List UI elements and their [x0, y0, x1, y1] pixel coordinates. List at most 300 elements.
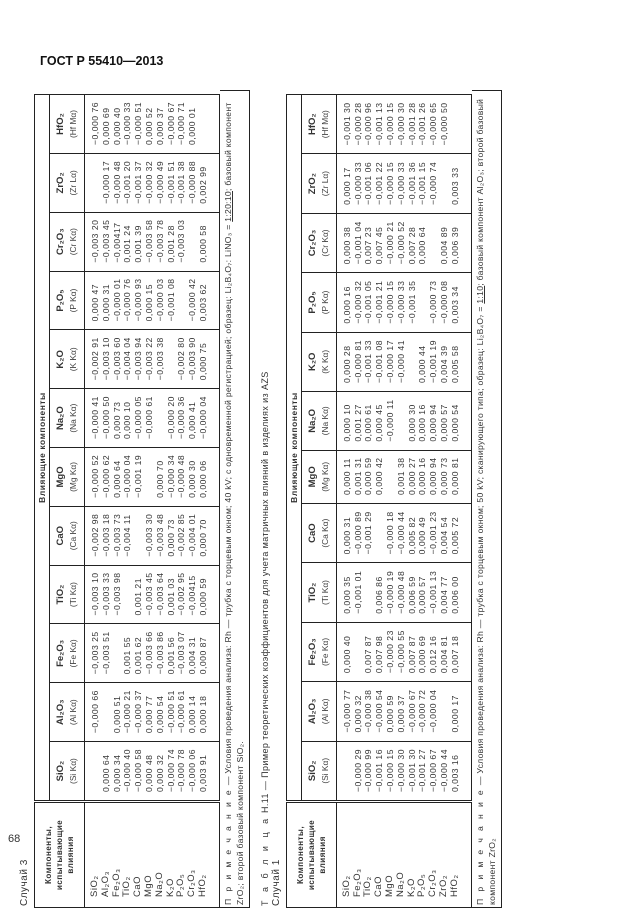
coefficient-cell: −0,000 29: [353, 741, 364, 801]
table-row: [385, 95, 396, 908]
coefficient-cell: 0,003 91: [198, 742, 219, 802]
coefficient-cell: 0,000 54: [155, 683, 166, 742]
coefficient-cell: 0,001 39: [133, 212, 144, 271]
coefficient-cell: −0,000 08: [439, 273, 450, 332]
coefficient-cell: −0,000 48: [396, 563, 407, 622]
column-header: [50, 742, 85, 802]
coefficient-cell: 0,007 98: [374, 622, 385, 681]
column-header: [301, 622, 336, 681]
coefficient-cell: 0,006 86: [374, 563, 385, 622]
column-line: (K Kα): [68, 347, 78, 372]
coefficient-cell: −0,003 18: [101, 506, 112, 565]
coefficient-cell: −0,000 33: [353, 154, 364, 213]
coefficient-cell: −0,000 28: [353, 95, 364, 154]
column-oxide: Al₂O₃: [306, 698, 318, 725]
coefficient-cell: −0,000 04: [122, 448, 133, 507]
coefficient-cell: −0,000 04: [428, 682, 439, 741]
note-ratio: 1:10: [474, 285, 485, 304]
coefficient-cell: −0,003 45: [101, 212, 112, 271]
coefficient-cell: −0,000 04: [198, 389, 219, 448]
coefficient-cell: −0,004 04: [122, 330, 133, 389]
coefficient-cell: −0,000 44: [439, 741, 450, 801]
row-header: P₂O₅: [417, 802, 428, 908]
coefficient-cell: −0,002 91: [85, 330, 101, 389]
coefficient-cell: 0,000 70: [198, 506, 219, 565]
coefficient-cell: 0,005 58: [450, 332, 471, 391]
coefficient-cell: −0,000 30: [396, 741, 407, 801]
row-header: Fe₂O₃: [112, 802, 123, 908]
coefficient-cell: −0,003 07: [176, 624, 187, 683]
coefficient-cell: −0,003 30: [144, 506, 155, 565]
column-line: (Na Kα): [319, 406, 330, 436]
column-header: [301, 503, 336, 562]
coefficient-cell: 0,006 39: [450, 213, 471, 272]
caption-prefix: Т а б л и ц а: [259, 815, 270, 906]
row-header: Cr₂O₃: [428, 802, 439, 908]
coefficient-cell: 0,000 11: [336, 450, 352, 503]
coefficient-cell: [374, 503, 385, 562]
coefficient-cell: 0,004 39: [439, 332, 450, 391]
coefficient-cell: −0,003 90: [187, 330, 198, 389]
coefficient-cell: 0,001 03: [166, 565, 177, 624]
coefficient-cell: 0,000 59: [198, 565, 219, 624]
coefficient-cell: −0,001 30: [407, 741, 418, 801]
column-oxide: HfO₂: [306, 113, 318, 136]
coefficient-cell: 0,000 57: [439, 391, 450, 450]
column-header: [50, 330, 85, 389]
coefficient-cell: −0,000 50: [101, 389, 112, 448]
table-caption: [260, 88, 270, 906]
column-line: (P Kα): [68, 288, 78, 313]
coefficient-cell: [85, 153, 101, 212]
row-header: HfO₂: [198, 802, 219, 908]
coefficient-cell: −0,00417: [112, 212, 123, 271]
coefficient-cell: −0,000 65: [428, 95, 439, 154]
column-line: (Si Kα): [319, 757, 330, 784]
coefficient-cell: [187, 212, 198, 271]
column-oxide: MgO: [306, 466, 318, 488]
column-oxide: Fe₂O₃: [306, 638, 318, 666]
coefficient-cell: −0,000 11: [385, 391, 396, 450]
coefficient-cell: 0,000 42: [374, 450, 385, 503]
column-line: (K Kα): [319, 349, 330, 374]
column-header: [301, 154, 336, 213]
coefficient-cell: −0,001 35: [407, 273, 418, 332]
column-header: [301, 95, 336, 154]
coefficient-cell: −0,004 01: [187, 506, 198, 565]
coefficient-cell: −0,001 19: [428, 332, 439, 391]
coefficient-cell: −0,000 52: [396, 213, 407, 272]
coefficient-cell: 0,000 94: [428, 450, 439, 503]
coefficient-cell: −0,000 81: [353, 332, 364, 391]
coefficient-cell: 0,000 73: [112, 389, 123, 448]
coefficient-cell: −0,000 88: [187, 153, 198, 212]
coefficient-cell: [112, 624, 123, 683]
coefficient-cell: −0,001 21: [374, 273, 385, 332]
column-header: [301, 213, 336, 272]
coefficient-cell: −0,000 66: [85, 683, 101, 742]
column-line: (Ca Kα): [319, 518, 330, 548]
table-case-3: [34, 94, 220, 908]
coefficient-cell: [85, 742, 101, 802]
coefficient-cell: 0,007 45: [374, 213, 385, 272]
coefficient-cell: −0,000 58: [133, 742, 144, 802]
coefficient-cell: −0,000 67: [166, 95, 177, 154]
coefficient-cell: 0,000 15: [144, 271, 155, 330]
column-oxide: Cr₂O₃: [306, 229, 318, 257]
coefficient-cell: 0,000 61: [363, 391, 374, 450]
coefficient-cell: [166, 330, 177, 389]
coefficient-cell: [101, 683, 112, 742]
coefficient-cell: −0,000 30: [396, 95, 407, 154]
coefficient-cell: 0,000 69: [101, 95, 112, 154]
table-row: [155, 95, 166, 908]
coefficient-cell: 0,001 28: [166, 212, 177, 271]
coefficient-cell: 0,000 16: [336, 273, 352, 332]
coefficient-cell: −0,000 18: [385, 503, 396, 562]
row-header: MgO: [385, 802, 396, 908]
row-header: MgO: [144, 802, 155, 908]
column-oxide: CaO: [55, 525, 66, 546]
coefficient-cell: −0,000 15: [385, 95, 396, 154]
coefficient-cell: 0,007 87: [363, 622, 374, 681]
coefficient-cell: 0,000 59: [385, 682, 396, 741]
coefficient-cell: 0,000 41: [187, 389, 198, 448]
column-oxide: P₂O₅: [306, 291, 318, 314]
coefficient-cell: 0,005 82: [407, 503, 418, 562]
coefficient-cell: 0,000 64: [101, 742, 112, 802]
coefficient-cell: −0,003 64: [155, 565, 166, 624]
coefficient-cell: 0,000 34: [112, 742, 123, 802]
coefficient-cell: −0,000 99: [363, 741, 374, 801]
note-tail: ; базовый компонент ZrO₂; второй базовый компонент SiO₂.: [222, 102, 245, 905]
coefficient-cell: [176, 271, 187, 330]
coefficient-cell: −0,001 23: [428, 503, 439, 562]
coefficient-cell: 0,000 45: [374, 391, 385, 450]
column-header: [301, 332, 336, 391]
column-line: (Mg Kα): [319, 461, 330, 492]
column-line: (Hf Mα): [319, 110, 330, 139]
table-row: [198, 95, 219, 908]
column-line: (Fe Kα): [68, 639, 78, 668]
coefficient-cell: 0,000 40: [336, 622, 352, 681]
note-text: — Условия проведения анализа: Rh — трубка с торцевым окном; 50 kV; сканирующего типа; образец: Li₂B₄O₇ =: [474, 303, 485, 788]
coefficient-cell: 0,002 99: [198, 153, 219, 212]
coefficient-cell: 0,001 31: [353, 450, 364, 503]
coefficient-cell: 0,000 18: [198, 683, 219, 742]
column-header: [301, 391, 336, 450]
coefficient-cell: 0,000 27: [407, 450, 418, 503]
row-header: Na₂O: [396, 802, 407, 908]
group-header: Влияющие компоненты: [35, 95, 50, 802]
case-3-label: Случай 3: [19, 859, 30, 906]
table-row: [85, 95, 101, 908]
coefficient-cell: −0,000 36: [176, 389, 187, 448]
coefficient-cell: 0,000 31: [101, 271, 112, 330]
coefficient-cell: [396, 391, 407, 450]
coefficient-cell: −0,001 05: [363, 273, 374, 332]
column-line: (Zr Lα): [319, 170, 330, 197]
coefficient-cell: −0,000 41: [85, 389, 101, 448]
row-header: TiO₂: [363, 802, 374, 908]
coefficient-cell: −0,000 32: [353, 273, 364, 332]
table-row: [166, 95, 177, 908]
coefficient-cell: [198, 95, 219, 154]
coefficient-cell: −0,003 60: [112, 330, 123, 389]
coefficient-cell: −0,003 73: [112, 506, 123, 565]
coefficient-cell: −0,001 51: [166, 153, 177, 212]
coefficient-cell: 0,000 17: [450, 682, 471, 741]
coefficient-cell: 0,000 06: [198, 448, 219, 507]
coefficient-cell: −0,001 26: [417, 95, 428, 154]
case-1-label: Случай 1: [270, 859, 282, 906]
coefficient-cell: −0,001 04: [353, 213, 364, 272]
coefficient-cell: 0,004 54: [439, 503, 450, 562]
coefficient-cell: 0,007 18: [450, 622, 471, 681]
row-header: Na₂O: [155, 802, 166, 908]
column-header: [50, 212, 85, 271]
table-case-3-note: [220, 90, 250, 908]
coefficient-cell: 0,000 77: [144, 683, 155, 742]
coefficient-cell: −0,000 61: [144, 389, 155, 448]
coefficient-cell: −0,003 51: [101, 624, 112, 683]
coefficient-cell: −0,001 36: [407, 154, 418, 213]
coefficient-cell: 0,004 31: [187, 624, 198, 683]
coefficient-cell: −0,001 08: [166, 271, 177, 330]
coefficient-cell: 0,000 17: [336, 154, 352, 213]
coefficient-cell: −0,000 89: [353, 503, 364, 562]
column-line: (Ca Kα): [68, 521, 78, 551]
coefficient-cell: −0,000 32: [144, 153, 155, 212]
column-header: [50, 95, 85, 154]
coefficient-cell: 0,006 00: [450, 563, 471, 622]
page-number: 68: [8, 833, 21, 845]
table-row: [450, 95, 471, 908]
coefficient-cell: 0,001 27: [353, 391, 364, 450]
coefficient-cell: −0,003 78: [155, 212, 166, 271]
coefficient-cell: −0,003 66: [144, 624, 155, 683]
coefficient-cell: −0,000 33: [396, 154, 407, 213]
column-header: [301, 682, 336, 741]
coefficient-cell: 0,005 72: [450, 503, 471, 562]
coefficient-cell: −0,001 19: [133, 448, 144, 507]
column-line: (Cr Kα): [319, 229, 330, 257]
column-line: (Ti Kα): [68, 582, 78, 608]
corner-header: Компоненты, испытывающие влияния: [286, 802, 336, 908]
coefficient-cell: −0,000 37: [133, 683, 144, 742]
caption-text: Н.11 — Пример теоретических коэффициентов для учета матричных влияний в изделиях из AZS: [259, 371, 270, 816]
coefficient-cell: −0,000 54: [374, 682, 385, 741]
coefficient-cell: 0,000 59: [363, 450, 374, 503]
coefficient-cell: −0,001 29: [363, 503, 374, 562]
coefficient-cell: −0,000 67: [428, 741, 439, 801]
coefficient-cell: −0,000 48: [112, 153, 123, 212]
coefficient-cell: −0,000 78: [176, 742, 187, 802]
row-header: SiO₂: [336, 802, 352, 908]
column-line: (Fe Kα): [319, 637, 330, 666]
row-header: K₂O: [407, 802, 418, 908]
coefficient-cell: −0,000 96: [363, 95, 374, 154]
column-oxide: Al₂O₃: [55, 699, 66, 725]
coefficient-cell: [155, 389, 166, 448]
coefficient-cell: −0,001 38: [176, 153, 187, 212]
coefficient-cell: [417, 273, 428, 332]
coefficient-cell: −0,000 51: [166, 683, 177, 742]
coefficient-cell: −0,000 42: [187, 271, 198, 330]
coefficient-cell: 0,004 81: [439, 622, 450, 681]
coefficient-cell: −0,001 20: [122, 153, 133, 212]
coefficient-cell: 0,003 33: [450, 154, 471, 213]
coefficient-cell: −0,003 58: [144, 212, 155, 271]
coefficient-cell: −0,000 71: [176, 95, 187, 154]
corner-header: Компоненты, испытывающие влияния: [35, 802, 85, 908]
column-oxide: P₂O₅: [55, 289, 66, 312]
coefficient-cell: −0,002 95: [176, 565, 187, 624]
coefficient-cell: −0,004 11: [122, 506, 133, 565]
coefficient-cell: 0,000 49: [417, 503, 428, 562]
row-header: Fe₂O₃: [353, 802, 364, 908]
coefficient-cell: 0,000 16: [417, 391, 428, 450]
coefficient-cell: 0,000 32: [155, 742, 166, 802]
column-header: [50, 565, 85, 624]
coefficient-cell: −0,000 15: [385, 154, 396, 213]
column-header: [50, 624, 85, 683]
coefficient-cell: −0,000 19: [385, 563, 396, 622]
coefficient-cell: −0,003 25: [85, 624, 101, 683]
note-tail: ; базовый компонент Al₂O₃; второй базовый компонент ZrO₂: [474, 98, 497, 905]
coefficient-cell: [122, 565, 133, 624]
row-header: TiO₂: [122, 802, 133, 908]
coefficient-cell: −0,000 51: [133, 95, 144, 154]
coefficient-cell: −0,003 86: [155, 624, 166, 683]
coefficient-cell: 0,000 81: [450, 450, 471, 503]
coefficient-cell: 0,000 48: [144, 742, 155, 802]
coefficient-cell: 0,000 37: [155, 95, 166, 154]
coefficient-cell: −0,000 72: [417, 682, 428, 741]
coefficient-cell: 0,000 54: [450, 391, 471, 450]
table-row: [428, 95, 439, 908]
row-header: P₂O₅: [176, 802, 187, 908]
column-header: [301, 741, 336, 801]
note-ratio: 1:20:10: [222, 190, 233, 222]
coefficient-cell: [439, 682, 450, 741]
coefficient-cell: −0,000 44: [396, 503, 407, 562]
coefficient-cell: [407, 332, 418, 391]
column-oxide: ZrO₂: [55, 172, 66, 194]
coefficient-cell: −0,001 22: [374, 154, 385, 213]
coefficient-cell: −0,001 08: [374, 332, 385, 391]
column-oxide: K₂O: [306, 352, 318, 372]
row-header: Al₂O₃: [101, 802, 112, 908]
note-prefix: П р и м е ч а н и е: [222, 787, 233, 905]
coefficient-cell: 0,001 24: [122, 212, 133, 271]
coefficient-cell: −0,001 13: [428, 563, 439, 622]
coefficient-cell: −0,003 98: [112, 565, 123, 624]
coefficient-cell: 0,001 56: [166, 624, 177, 683]
coefficient-cell: 0,000 31: [336, 503, 352, 562]
note-prefix: П р и м е ч а н и е: [474, 787, 485, 905]
column-header: [50, 389, 85, 448]
column-oxide: TiO₂: [306, 582, 318, 603]
coefficient-cell: −0,003 20: [85, 212, 101, 271]
coefficient-cell: −0,000 50: [439, 95, 450, 154]
coefficient-cell: −0,000 17: [101, 153, 112, 212]
coefficient-cell: −0,001 30: [336, 95, 352, 154]
coefficient-cell: −0,001 06: [363, 154, 374, 213]
column-oxide: ZrO₂: [306, 173, 318, 195]
table-row: [353, 95, 364, 908]
coefficient-cell: −0,003 45: [144, 565, 155, 624]
column-line: (Si Kα): [68, 758, 78, 784]
coefficient-cell: [385, 450, 396, 503]
rotated-page-content: [18, 88, 618, 908]
note-text: — Условия проведения анализа: Rh — трубка с торцевым окном; 40 kV; с одновременной регистрацией; образец: Li₂B₄O₇: LiNO₃ =: [222, 221, 233, 788]
column-oxide: Na₂O: [55, 406, 66, 431]
coefficient-cell: −0,003 03: [176, 212, 187, 271]
column-line: (Ti Kα): [319, 580, 330, 606]
coefficient-cell: −0,000 61: [176, 683, 187, 742]
coefficient-cell: −0,000 74: [428, 154, 439, 213]
coefficient-cell: 0,007 23: [363, 213, 374, 272]
coefficient-cell: −0,003 33: [101, 565, 112, 624]
column-header: [50, 448, 85, 507]
row-header: CaO: [374, 802, 385, 908]
table-row: [363, 95, 374, 908]
coefficient-cell: −0,002 80: [176, 330, 187, 389]
coefficient-cell: 0,000 44: [417, 332, 428, 391]
document-header-title: ГОСТ Р 55410—2013: [40, 54, 164, 68]
coefficient-cell: 0,000 40: [112, 95, 123, 154]
coefficient-cell: 0,007 87: [407, 622, 418, 681]
coefficient-cell: [363, 563, 374, 622]
coefficient-cell: −0,000 41: [396, 332, 407, 391]
coefficient-cell: 0,000 10: [122, 389, 133, 448]
table-row: [374, 95, 385, 908]
column-line: (Al Kα): [319, 698, 330, 725]
coefficient-cell: −0,000 73: [428, 273, 439, 332]
column-header: [50, 271, 85, 330]
coefficient-cell: 0,000 32: [353, 682, 364, 741]
row-header: K₂O: [166, 802, 177, 908]
coefficient-cell: [439, 154, 450, 213]
column-oxide: SiO₂: [306, 760, 318, 782]
coefficient-cell: −0,000 21: [122, 683, 133, 742]
coefficient-cell: −0,000 67: [407, 682, 418, 741]
coefficient-cell: 0,000 37: [396, 682, 407, 741]
coefficient-cell: 0,000 16: [417, 450, 428, 503]
column-line: (Zr Lα): [68, 170, 78, 196]
coefficient-cell: 0,000 14: [187, 683, 198, 742]
coefficient-cell: −0,003 10: [85, 565, 101, 624]
coefficient-cell: −0,001 01: [353, 563, 364, 622]
column-oxide: MgO: [55, 466, 66, 488]
coefficient-cell: 0,000 01: [187, 95, 198, 154]
coefficient-cell: 0,000 73: [166, 506, 177, 565]
coefficient-cell: −0,000 21: [385, 213, 396, 272]
row-header: SiO₂: [85, 802, 101, 908]
coefficient-cell: −0,001 16: [374, 741, 385, 801]
coefficient-cell: −0,000 74: [166, 742, 177, 802]
table-row: [176, 95, 187, 908]
coefficient-cell: −0,000 15: [385, 273, 396, 332]
table-row: [101, 95, 112, 908]
coefficient-cell: 0,000 70: [155, 448, 166, 507]
coefficient-cell: −0,000 03: [155, 271, 166, 330]
coefficient-cell: −0,000 62: [101, 448, 112, 507]
table-row: [112, 95, 123, 908]
column-header: [301, 450, 336, 503]
coefficient-cell: 0,000 52: [144, 95, 155, 154]
